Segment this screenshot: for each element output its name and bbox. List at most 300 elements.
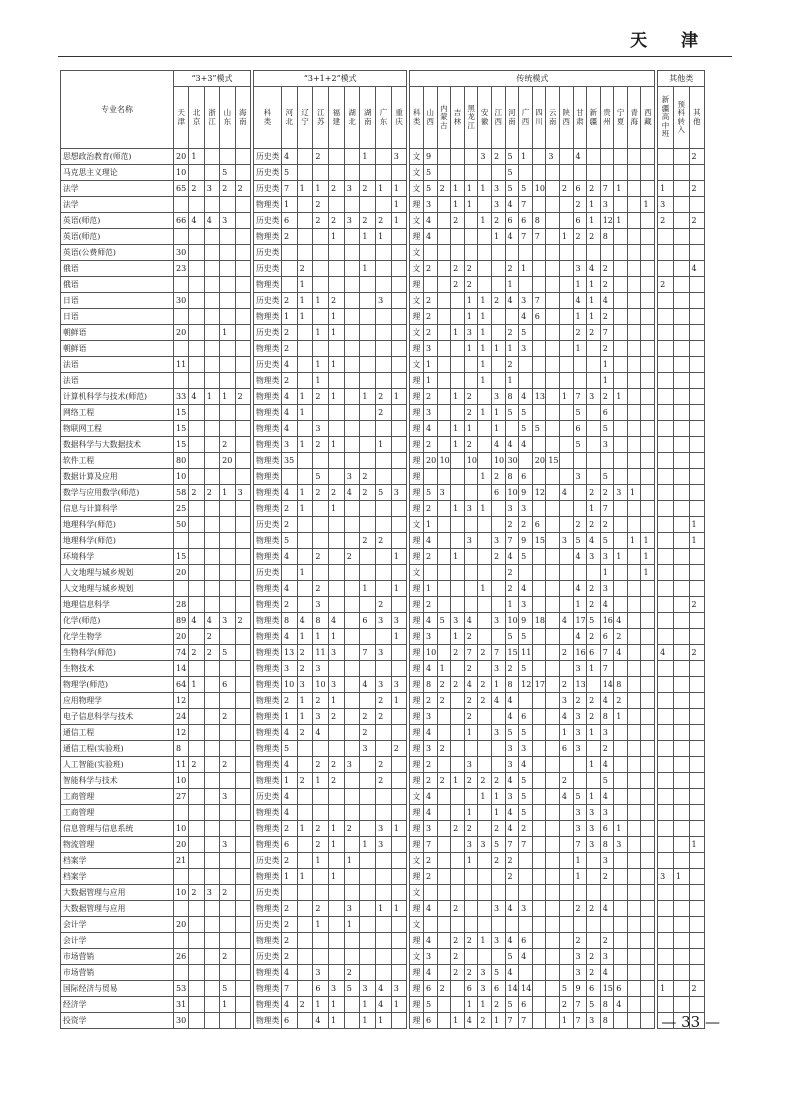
table-cell: 1 (478, 181, 492, 197)
table-cell: 1 (614, 389, 628, 405)
table-cell (464, 917, 478, 933)
table-cell (519, 869, 533, 885)
subject-category-cell: 理 (410, 229, 424, 245)
table-cell (329, 581, 345, 597)
table-cell (220, 517, 235, 533)
table-cell: 1 (360, 389, 376, 405)
subject-category-cell: 文 (410, 181, 424, 197)
table-cell (658, 485, 674, 501)
table-cell (360, 629, 376, 645)
table-cell: 11 (174, 757, 189, 773)
table-cell: 2 (464, 629, 478, 645)
table-cell (344, 453, 360, 469)
table-cell (329, 885, 345, 901)
table-cell: 10 (174, 773, 189, 789)
table-cell: 5 (376, 485, 392, 501)
table-cell (559, 165, 573, 181)
table-cell: 15 (174, 437, 189, 453)
table-cell: 3 (546, 149, 560, 165)
table-cell (235, 245, 250, 261)
table-cell: 3 (559, 533, 573, 549)
table-cell: 14 (174, 661, 189, 677)
table-cell (391, 533, 407, 549)
table-cell (641, 933, 655, 949)
table-cell: 6 (519, 709, 533, 725)
table-cell (360, 661, 376, 677)
table-cell (546, 421, 560, 437)
table-cell (491, 309, 505, 325)
table-cell (329, 405, 345, 421)
table-cell (658, 693, 674, 709)
table-row (61, 229, 705, 245)
table-cell (673, 917, 689, 933)
table-cell: 4 (281, 757, 297, 773)
table-cell (600, 885, 614, 901)
group-header-traditional: 传统模式 (410, 71, 655, 87)
table-cell: 25 (174, 501, 189, 517)
table-cell: 2 (587, 709, 601, 725)
subject-category-cell: 理 (410, 901, 424, 917)
table-cell: 4 (559, 613, 573, 629)
table-cell (641, 805, 655, 821)
table-cell: 5 (600, 533, 614, 549)
table-cell: 2 (220, 885, 235, 901)
subject-category-cell: 文 (410, 789, 424, 805)
table-cell (360, 357, 376, 373)
table-cell: 2 (376, 757, 392, 773)
page-header-title: 天 津 (630, 31, 712, 51)
subject-category-cell: 理 (410, 277, 424, 293)
table-cell (235, 693, 250, 709)
table-cell: 11 (174, 357, 189, 373)
table-cell: 3 (464, 533, 478, 549)
table-cell (220, 277, 235, 293)
table-cell (189, 245, 204, 261)
table-cell: 2 (451, 677, 465, 693)
table-cell: 1 (614, 549, 628, 565)
major-name-cell: 生物技术 (61, 661, 174, 677)
table-cell: 3 (600, 549, 614, 565)
table-cell: 1 (478, 933, 492, 949)
table-cell: 2 (376, 533, 392, 549)
table-cell: 1 (313, 325, 329, 341)
table-cell: 1 (376, 229, 392, 245)
subject-category-cell: 历史类 (253, 181, 281, 197)
table-cell (658, 949, 674, 965)
table-cell (220, 309, 235, 325)
table-cell (689, 277, 705, 293)
table-cell (689, 325, 705, 341)
table-cell: 3 (491, 933, 505, 949)
table-cell (519, 917, 533, 933)
table-cell (600, 165, 614, 181)
table-cell: 1 (658, 181, 674, 197)
table-cell (204, 325, 219, 341)
table-cell: 1 (376, 901, 392, 917)
table-cell: 2 (423, 309, 437, 325)
table-cell: 2 (329, 293, 345, 309)
table-cell (204, 293, 219, 309)
table-cell: 17 (573, 613, 587, 629)
table-cell (559, 421, 573, 437)
table-cell: 2 (313, 485, 329, 501)
table-cell (344, 517, 360, 533)
column-header-cols_trad-13: 新 疆 (587, 87, 601, 149)
table-cell (689, 629, 705, 645)
table-row (61, 309, 705, 325)
table-cell (614, 197, 628, 213)
subject-category-cell: 物理类 (253, 709, 281, 725)
table-cell (673, 469, 689, 485)
table-cell (220, 869, 235, 885)
table-cell (641, 341, 655, 357)
table-cell (329, 469, 345, 485)
table-cell (391, 885, 407, 901)
major-name-cell: 朝鲜语 (61, 325, 174, 341)
table-cell (464, 165, 478, 181)
subject-category-cell: 历史类 (253, 213, 281, 229)
table-cell (451, 581, 465, 597)
table-cell: 1 (297, 405, 313, 421)
table-cell (297, 597, 313, 613)
table-cell (532, 437, 546, 453)
table-cell (614, 661, 628, 677)
table-cell (689, 549, 705, 565)
table-cell: 4 (189, 389, 204, 405)
table-cell (313, 949, 329, 965)
table-cell (627, 661, 641, 677)
table-cell: 2 (281, 917, 297, 933)
table-cell (587, 469, 601, 485)
table-cell: 1 (464, 805, 478, 821)
table-cell (559, 965, 573, 981)
column-header-cols_other-1: 预 科 转 入 (673, 87, 689, 149)
table-cell (627, 405, 641, 421)
table-cell (546, 581, 560, 597)
table-cell (391, 357, 407, 373)
major-name-cell: 大数据管理与应用 (61, 885, 174, 901)
table-cell (391, 261, 407, 277)
table-cell: 2 (297, 725, 313, 741)
table-cell (235, 965, 250, 981)
table-cell (297, 933, 313, 949)
table-cell: 1 (451, 389, 465, 405)
table-cell: 2 (464, 709, 478, 725)
table-cell: 5 (423, 997, 437, 1013)
table-cell (344, 773, 360, 789)
table-cell (658, 165, 674, 181)
table-cell (329, 853, 345, 869)
table-cell (437, 805, 451, 821)
table-cell (297, 901, 313, 917)
table-cell (658, 373, 674, 389)
table-cell (491, 261, 505, 277)
table-cell (344, 725, 360, 741)
subject-category-cell: 理 (410, 997, 424, 1013)
table-cell (614, 325, 628, 341)
table-cell (360, 901, 376, 917)
table-cell (658, 997, 674, 1013)
table-cell (658, 901, 674, 917)
table-cell (546, 693, 560, 709)
table-cell (451, 341, 465, 357)
table-cell (281, 885, 297, 901)
table-cell (627, 581, 641, 597)
table-cell: 2 (189, 181, 204, 197)
table-cell (451, 805, 465, 821)
table-cell (587, 245, 601, 261)
table-cell: 2 (423, 693, 437, 709)
major-name-cell: 网络工程 (61, 405, 174, 421)
table-cell: 6 (519, 997, 533, 1013)
table-row (61, 213, 705, 229)
table-cell: 7 (532, 293, 546, 309)
table-cell (189, 981, 204, 997)
table-cell: 2 (437, 741, 451, 757)
table-cell: 1 (360, 997, 376, 1013)
table-cell: 2 (491, 773, 505, 789)
table-cell: 3 (437, 485, 451, 501)
table-cell (546, 229, 560, 245)
table-cell (204, 341, 219, 357)
table-cell: 2 (281, 853, 297, 869)
table-cell (437, 229, 451, 245)
table-cell (204, 597, 219, 613)
table-cell: 6 (423, 981, 437, 997)
table-cell (532, 501, 546, 517)
table-cell: 2 (573, 517, 587, 533)
table-row (61, 549, 705, 565)
table-cell (451, 293, 465, 309)
table-cell (478, 661, 492, 677)
table-cell: 2 (478, 693, 492, 709)
table-cell: 3 (519, 741, 533, 757)
table-cell: 2 (505, 357, 519, 373)
table-cell (297, 245, 313, 261)
table-cell (641, 645, 655, 661)
table-cell (376, 325, 392, 341)
table-cell: 3 (391, 981, 407, 997)
table-cell: 7 (600, 325, 614, 341)
table-cell (329, 965, 345, 981)
table-cell (546, 597, 560, 613)
table-cell (689, 197, 705, 213)
table-cell: 2 (297, 261, 313, 277)
table-cell (614, 965, 628, 981)
table-cell: 1 (189, 677, 204, 693)
table-cell (673, 181, 689, 197)
table-cell (391, 309, 407, 325)
table-cell: 3 (519, 341, 533, 357)
table-row (61, 517, 705, 533)
table-cell (344, 261, 360, 277)
table-cell (673, 437, 689, 453)
subject-category-cell: 文 (410, 853, 424, 869)
table-cell: 4 (587, 533, 601, 549)
table-cell (204, 837, 219, 853)
table-cell: 3 (587, 1013, 601, 1029)
table-cell: 2 (689, 149, 705, 165)
table-cell: 1 (573, 869, 587, 885)
table-cell: 1 (313, 629, 329, 645)
table-cell (689, 613, 705, 629)
table-cell: 3 (491, 725, 505, 741)
table-cell: 3 (505, 789, 519, 805)
table-cell: 8 (281, 613, 297, 629)
table-cell (559, 805, 573, 821)
table-cell: 1 (559, 725, 573, 741)
table-cell (437, 565, 451, 581)
table-cell (464, 901, 478, 917)
table-cell (220, 405, 235, 421)
table-cell (235, 661, 250, 677)
table-cell (641, 501, 655, 517)
table-cell: 1 (297, 709, 313, 725)
table-cell: 2 (587, 901, 601, 917)
table-cell (344, 885, 360, 901)
table-cell: 2 (451, 277, 465, 293)
table-cell (614, 949, 628, 965)
table-cell (614, 597, 628, 613)
major-name-cell: 物联网工程 (61, 421, 174, 437)
table-cell (614, 293, 628, 309)
table-cell: 2 (313, 197, 329, 213)
table-cell (464, 469, 478, 485)
table-cell (451, 373, 465, 389)
table-cell (391, 933, 407, 949)
table-cell (174, 309, 189, 325)
table-cell (673, 229, 689, 245)
table-cell (464, 373, 478, 389)
table-cell (587, 933, 601, 949)
table-cell (313, 501, 329, 517)
table-row (61, 661, 705, 677)
table-cell (532, 165, 546, 181)
table-cell: 2 (491, 469, 505, 485)
table-cell (658, 789, 674, 805)
table-cell (437, 197, 451, 213)
table-cell: 3 (220, 837, 235, 853)
table-cell: 1 (587, 725, 601, 741)
table-cell (546, 869, 560, 885)
table-cell: 2 (235, 389, 250, 405)
table-cell (313, 933, 329, 949)
table-cell (464, 245, 478, 261)
table-cell (437, 357, 451, 373)
table-cell (360, 949, 376, 965)
table-cell: 1 (220, 997, 235, 1013)
table-cell: 5 (519, 325, 533, 341)
table-cell (478, 949, 492, 965)
table-cell (391, 805, 407, 821)
table-cell: 2 (600, 261, 614, 277)
table-cell (189, 837, 204, 853)
table-cell (204, 165, 219, 181)
table-cell (546, 261, 560, 277)
table-cell (673, 517, 689, 533)
table-cell (174, 197, 189, 213)
table-cell (614, 309, 628, 325)
table-cell (573, 885, 587, 901)
table-cell: 3 (491, 661, 505, 677)
table-cell: 4 (505, 709, 519, 725)
table-cell: 2 (573, 933, 587, 949)
table-cell (235, 261, 250, 277)
table-cell: 4 (573, 149, 587, 165)
table-cell (641, 853, 655, 869)
table-cell: 4 (204, 613, 219, 629)
table-cell: 7 (573, 837, 587, 853)
table-cell: 1 (391, 997, 407, 1013)
table-cell: 3 (423, 949, 437, 965)
table-cell (573, 501, 587, 517)
table-cell (519, 245, 533, 261)
table-cell (641, 389, 655, 405)
table-cell (546, 405, 560, 421)
table-cell (235, 677, 250, 693)
table-cell: 2 (281, 229, 297, 245)
table-cell: 1 (329, 325, 345, 341)
table-cell: 1 (281, 773, 297, 789)
table-cell (204, 949, 219, 965)
table-row (61, 997, 705, 1013)
table-cell: 4 (423, 725, 437, 741)
table-cell (376, 309, 392, 325)
table-cell (329, 197, 345, 213)
table-cell (189, 373, 204, 389)
table-cell (641, 661, 655, 677)
table-cell (204, 805, 219, 821)
table-cell (689, 885, 705, 901)
table-cell (376, 421, 392, 437)
column-header-cols_trad-4: 黑 龙 江 (464, 87, 478, 149)
table-cell (235, 741, 250, 757)
table-cell: 1 (587, 309, 601, 325)
column-header-cols_trad-3: 吉 林 (451, 87, 465, 149)
table-cell (235, 549, 250, 565)
table-cell (313, 789, 329, 805)
table-cell: 5 (600, 469, 614, 485)
table-cell: 1 (391, 901, 407, 917)
table-cell (235, 885, 250, 901)
table-cell: 2 (689, 981, 705, 997)
table-cell (658, 421, 674, 437)
table-cell: 14 (505, 981, 519, 997)
table-cell (505, 885, 519, 901)
subject-category-cell: 理 (410, 709, 424, 725)
table-cell (360, 757, 376, 773)
table-cell (614, 1013, 628, 1029)
table-cell: 2 (423, 501, 437, 517)
subject-category-cell: 理 (410, 469, 424, 485)
table-cell (673, 549, 689, 565)
table-cell: 4 (281, 357, 297, 373)
table-cell: 2 (376, 597, 392, 613)
table-cell: 10 (532, 181, 546, 197)
table-cell (559, 325, 573, 341)
table-cell (559, 581, 573, 597)
major-name-cell: 数学与应用数学(师范) (61, 485, 174, 501)
table-cell (297, 325, 313, 341)
table-cell: 5 (519, 421, 533, 437)
table-cell: 3 (344, 181, 360, 197)
table-cell: 3 (478, 965, 492, 981)
table-cell: 3 (235, 485, 250, 501)
table-cell (360, 517, 376, 533)
table-cell (235, 453, 250, 469)
table-cell (627, 213, 641, 229)
table-cell (478, 725, 492, 741)
